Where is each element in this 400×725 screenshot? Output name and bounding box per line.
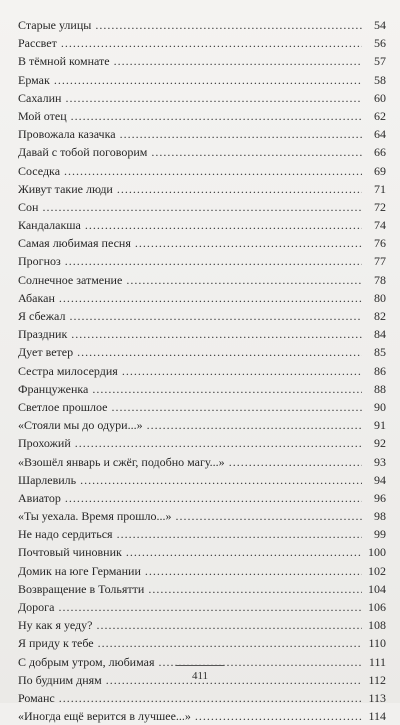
toc-entry-title: Мой отец — [18, 108, 67, 123]
dot-leader — [229, 453, 362, 471]
toc-entry-title: С добрым утром, любимая — [18, 654, 155, 669]
toc-entry-page: 74 — [374, 218, 386, 233]
toc-entry — [18, 180, 386, 198]
dot-leader — [58, 598, 362, 616]
dot-leader — [69, 307, 362, 325]
toc-entry — [18, 162, 386, 180]
dot-leader — [117, 180, 362, 198]
dot-leader — [122, 362, 362, 380]
toc-entry-title: Романс — [18, 690, 55, 705]
toc-entry-page: 94 — [374, 472, 386, 487]
toc-entry-page: 90 — [374, 399, 386, 414]
toc-entry — [18, 489, 386, 507]
toc-entry — [18, 216, 386, 234]
dot-leader — [77, 343, 362, 361]
toc-entry-page: 66 — [374, 145, 386, 160]
toc-entry-title: Сахалин — [18, 90, 62, 105]
toc-entry-title: Почтовый чиновник — [18, 545, 122, 560]
toc-entry-page: 62 — [374, 108, 386, 123]
toc-entry — [18, 707, 386, 725]
dot-leader — [126, 271, 362, 289]
dot-leader — [61, 34, 362, 52]
toc-entry-page: 60 — [374, 90, 386, 105]
toc-entry-page: 76 — [374, 236, 386, 251]
toc-entry-page: 54 — [374, 18, 386, 32]
toc-entry-page: 92 — [374, 436, 386, 451]
toc-entry — [18, 598, 386, 616]
toc-entry-title: Старые улицы — [18, 18, 92, 32]
footer-rule — [176, 665, 224, 666]
toc-entry-title: По будним дням — [18, 672, 102, 687]
toc-entry-page: 110 — [368, 636, 386, 651]
toc-entry-title: Дует ветер — [18, 345, 74, 360]
toc-entry-title: Сон — [18, 199, 39, 214]
toc-entry-title: Прогноз — [18, 254, 61, 269]
dot-leader — [114, 52, 362, 70]
toc-entry — [18, 52, 386, 70]
toc-entry-title: Дорога — [18, 600, 55, 614]
toc-entry-title: «Ты уехала. Время прошло...» — [18, 509, 172, 524]
dot-leader — [98, 634, 362, 652]
dot-leader — [148, 580, 362, 598]
toc-entry-title: В тёмной комнате — [18, 54, 110, 69]
toc-entry-page: 57 — [374, 54, 386, 69]
dot-leader — [95, 16, 362, 34]
toc-entry-page: 112 — [368, 672, 386, 687]
toc-entry-title: Шарлевиль — [18, 472, 77, 487]
toc-entry — [18, 471, 386, 489]
toc-entry — [18, 343, 386, 361]
toc-entry-title: Самая любимая песня — [18, 236, 131, 251]
toc-entry — [18, 271, 386, 289]
toc-entry-title: Ермак — [18, 72, 50, 87]
toc-entry — [18, 34, 386, 52]
toc-entry — [18, 453, 386, 471]
table-of-contents — [18, 16, 386, 725]
toc-entry — [18, 107, 386, 125]
toc-entry — [18, 234, 386, 252]
toc-entry-page: 113 — [368, 690, 386, 705]
toc-entry-page: 80 — [374, 290, 386, 305]
toc-entry-title: Француженка — [18, 381, 89, 396]
toc-entry-title: Возвращение в Тольятти — [18, 581, 145, 596]
toc-entry — [18, 434, 386, 452]
toc-entry — [18, 507, 386, 525]
toc-entry-title: Домик на юге Германии — [18, 563, 141, 578]
toc-entry-page: 98 — [374, 509, 386, 524]
toc-entry-title: Абакан — [18, 290, 55, 305]
toc-entry-page: 77 — [374, 254, 386, 269]
toc-entry-page: 84 — [374, 327, 386, 342]
dot-leader — [117, 525, 362, 543]
toc-entry-page: 99 — [374, 527, 386, 542]
toc-entry-page: 64 — [374, 127, 386, 142]
toc-entry — [18, 307, 386, 325]
page-number: 411 — [191, 670, 209, 682]
toc-entry — [18, 380, 386, 398]
toc-entry-title: Кандалакша — [18, 218, 81, 233]
toc-entry-title: Живут такие люди — [18, 181, 113, 196]
dot-leader — [147, 416, 362, 434]
toc-entry — [18, 289, 386, 307]
dot-leader — [195, 707, 362, 725]
dot-leader — [151, 143, 362, 161]
toc-entry-title: Я приду к тебе — [18, 636, 94, 651]
dot-leader — [85, 216, 362, 234]
dot-leader — [120, 125, 362, 143]
dot-leader — [65, 89, 362, 107]
toc-entry — [18, 562, 386, 580]
dot-leader — [65, 489, 362, 507]
toc-entry — [18, 125, 386, 143]
dot-leader — [64, 162, 362, 180]
toc-entry — [18, 689, 386, 707]
toc-entry-page: 85 — [374, 345, 386, 360]
toc-entry-title: Давай с тобой поговорим — [18, 145, 148, 160]
dot-leader — [135, 234, 362, 252]
toc-entry-page: 96 — [374, 490, 386, 505]
dot-leader — [59, 289, 362, 307]
toc-entry-title: Рассвет — [18, 36, 57, 51]
dot-leader — [59, 689, 362, 707]
toc-entry-title: «Стояли мы до одури...» — [18, 418, 143, 433]
toc-entry — [18, 325, 386, 343]
dot-leader — [96, 616, 362, 634]
toc-entry-page: 91 — [374, 418, 386, 433]
toc-entry-page: 86 — [374, 363, 386, 378]
toc-entry-page: 102 — [368, 563, 386, 578]
dot-leader — [126, 543, 362, 561]
toc-entry-page: 114 — [368, 709, 386, 724]
toc-entry-page: 78 — [374, 272, 386, 287]
toc-entry — [18, 143, 386, 161]
dot-leader — [145, 562, 362, 580]
dot-leader — [65, 252, 362, 270]
toc-entry-page: 108 — [368, 618, 386, 633]
toc-entry — [18, 525, 386, 543]
toc-entry — [18, 362, 386, 380]
toc-entry-page: 58 — [374, 72, 386, 87]
toc-entry-page: 71 — [374, 181, 386, 196]
toc-entry — [18, 16, 386, 34]
toc-entry — [18, 252, 386, 270]
toc-entry-page: 88 — [374, 381, 386, 396]
toc-entry-page: 56 — [374, 36, 386, 51]
toc-entry — [18, 198, 386, 216]
dot-leader — [71, 107, 362, 125]
toc-entry-title: Праздник — [18, 327, 68, 342]
toc-entry-page: 104 — [368, 581, 386, 596]
toc-entry-page: 82 — [374, 309, 386, 323]
toc-entry-title: Светлое прошлое — [18, 399, 108, 414]
toc-entry — [18, 580, 386, 598]
toc-entry — [18, 89, 386, 107]
dot-leader — [158, 653, 362, 671]
toc-entry-page: 69 — [374, 163, 386, 178]
dot-leader — [71, 325, 362, 343]
toc-entry-title: Я сбежал — [18, 309, 66, 323]
toc-entry-page: 93 — [374, 454, 386, 469]
dot-leader — [54, 71, 362, 89]
toc-entry-page: 106 — [368, 600, 386, 614]
toc-entry — [18, 398, 386, 416]
dot-leader — [92, 380, 362, 398]
toc-entry — [18, 543, 386, 561]
toc-entry — [18, 634, 386, 652]
dot-leader — [176, 507, 363, 525]
dot-leader — [111, 398, 362, 416]
toc-entry-title: «Взошёл январь и сжёг, подобно магу...» — [18, 454, 225, 469]
toc-entry — [18, 616, 386, 634]
toc-entry-title: Сестра милосердия — [18, 363, 118, 378]
toc-entry-title: Авиатор — [18, 490, 61, 505]
toc-entry-title: Солнечное затмение — [18, 272, 123, 287]
toc-entry-page: 111 — [368, 654, 386, 669]
toc-entry-page: 100 — [368, 545, 386, 560]
toc-entry-title: Соседка — [18, 163, 61, 178]
toc-entry-title: Ну как я уеду? — [18, 618, 93, 633]
toc-entry-page: 72 — [374, 199, 386, 214]
dot-leader — [80, 471, 362, 489]
toc-entry-title: «Иногда ещё верится в лучшее...» — [18, 709, 191, 724]
toc-entry — [18, 71, 386, 89]
toc-entry — [18, 653, 386, 671]
toc-entry-title: Прохожий — [18, 436, 71, 451]
toc-entry-title: Провожала казачка — [18, 127, 116, 142]
dot-leader — [42, 198, 362, 216]
toc-entry — [18, 416, 386, 434]
dot-leader — [75, 434, 362, 452]
toc-entry-title: Не надо сердиться — [18, 527, 113, 542]
